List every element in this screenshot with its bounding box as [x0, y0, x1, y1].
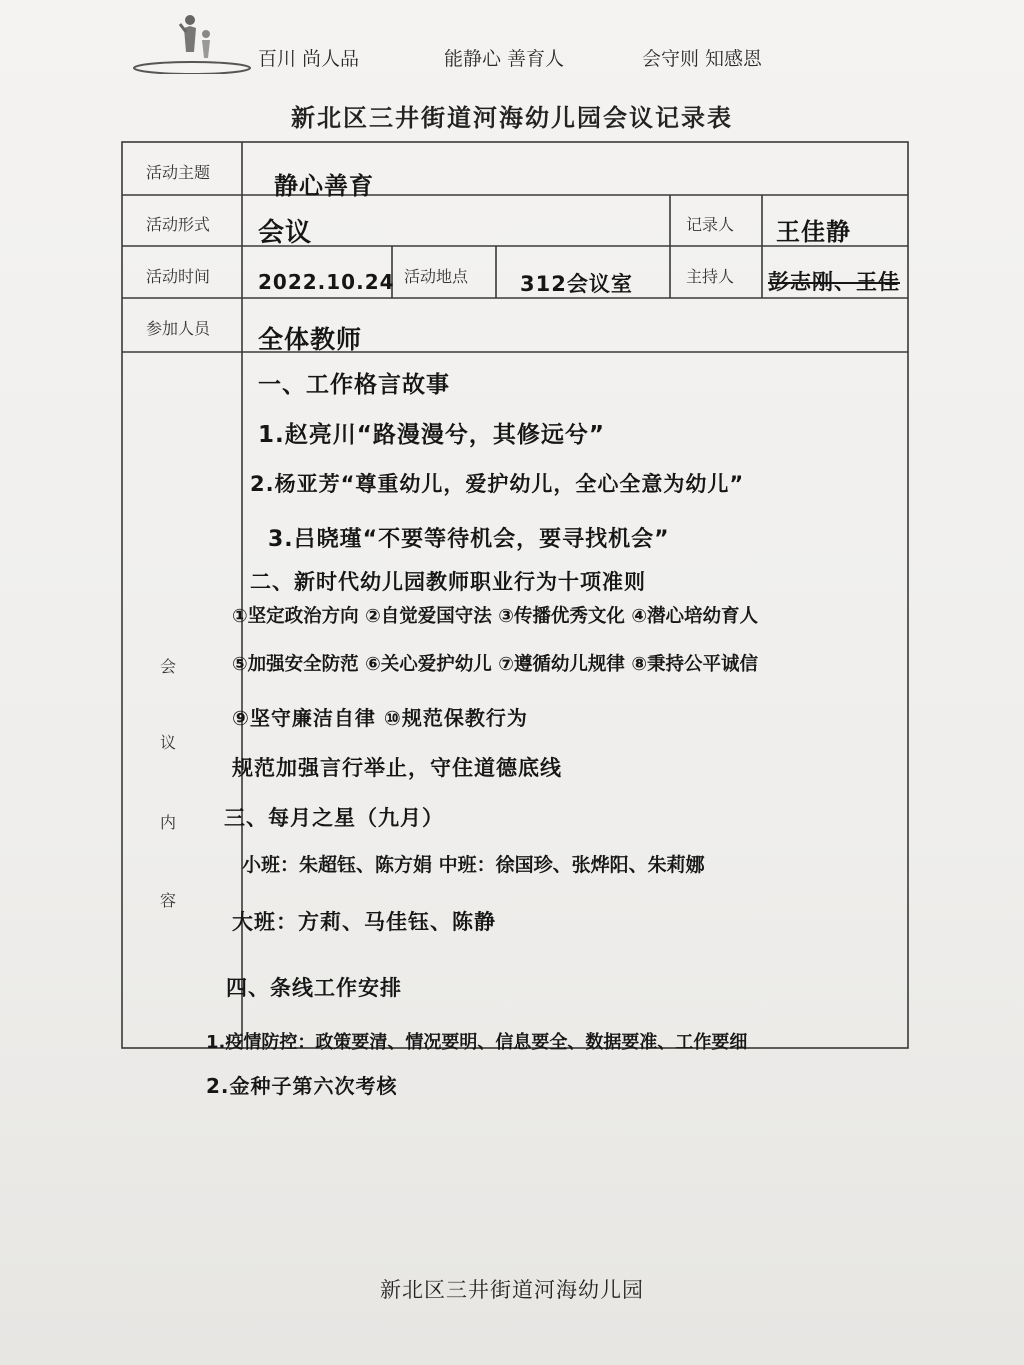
content-line-3: 2.杨亚芳“尊重幼儿，爱护幼儿，全心全意为幼儿”: [250, 472, 745, 496]
content-line-11: 小班：朱超钰、陈方娟 中班：徐国珍、张烨阳、朱莉娜: [242, 854, 705, 876]
label-content-char-3: 内: [160, 813, 177, 832]
value-location: 312会议室: [520, 272, 633, 296]
content-line-13: 四、条线工作安排: [226, 976, 402, 1000]
content-line-5: 二、新时代幼儿园教师职业行为十项准则: [250, 570, 646, 594]
content-line-14: 1.疫情防控：政策要清、情况要明、信息要全、数据要准、工作要细: [206, 1032, 748, 1053]
value-form: 会议: [258, 218, 313, 248]
label-recorder: 记录人: [686, 215, 735, 234]
content-line-12: 大班：方莉、马佳钰、陈静: [232, 910, 496, 934]
label-content-char-4: 容: [160, 891, 177, 910]
label-host: 主持人: [686, 267, 735, 286]
footer-school-name: 新北区三井街道河海幼儿园: [380, 1278, 644, 1302]
motto-1: 百川 尚人品: [258, 48, 360, 70]
content-line-8: ⑨坚守廉洁自律 ⑩规范保教行为: [232, 706, 528, 730]
value-theme: 静心善育: [274, 172, 374, 200]
label-theme: 活动主题: [146, 163, 211, 182]
content-line-4: 3.吕晓瑾“不要等待机会，要寻找机会”: [268, 527, 670, 552]
content-line-10: 三、每月之星（九月）: [224, 806, 444, 830]
value-host: 彭志刚、王佳: [768, 270, 900, 294]
content-line-1: 一、工作格言故事: [258, 372, 450, 398]
label-participants: 参加人员: [146, 319, 211, 338]
content-line-15: 2.金种子第六次考核: [206, 1074, 398, 1098]
content-line-9: 规范加强言行举止，守住道德底线: [232, 756, 562, 780]
form-title: 新北区三井街道河海幼儿园会议记录表: [291, 103, 733, 132]
label-time: 活动时间: [146, 267, 211, 286]
value-recorder: 王佳静: [776, 218, 851, 246]
value-time: 2022.10.24: [258, 270, 395, 294]
label-form: 活动形式: [146, 215, 211, 234]
content-line-7: ⑤加强安全防范 ⑥关心爱护幼儿 ⑦遵循幼儿规律 ⑧秉持公平诚信: [232, 654, 758, 675]
motto-3: 会守则 知感恩: [642, 48, 763, 70]
motto-2: 能静心 善育人: [444, 48, 565, 70]
label-location: 活动地点: [404, 267, 469, 286]
label-content-char-2: 议: [160, 733, 177, 752]
label-content-char-1: 会: [160, 657, 177, 676]
value-participants: 全体教师: [258, 325, 363, 354]
content-line-2: 1.赵亮川“路漫漫兮，其修远兮”: [258, 422, 605, 448]
content-line-6: ①坚定政治方向 ②自觉爱国守法 ③传播优秀文化 ④潜心培幼育人: [232, 606, 758, 627]
